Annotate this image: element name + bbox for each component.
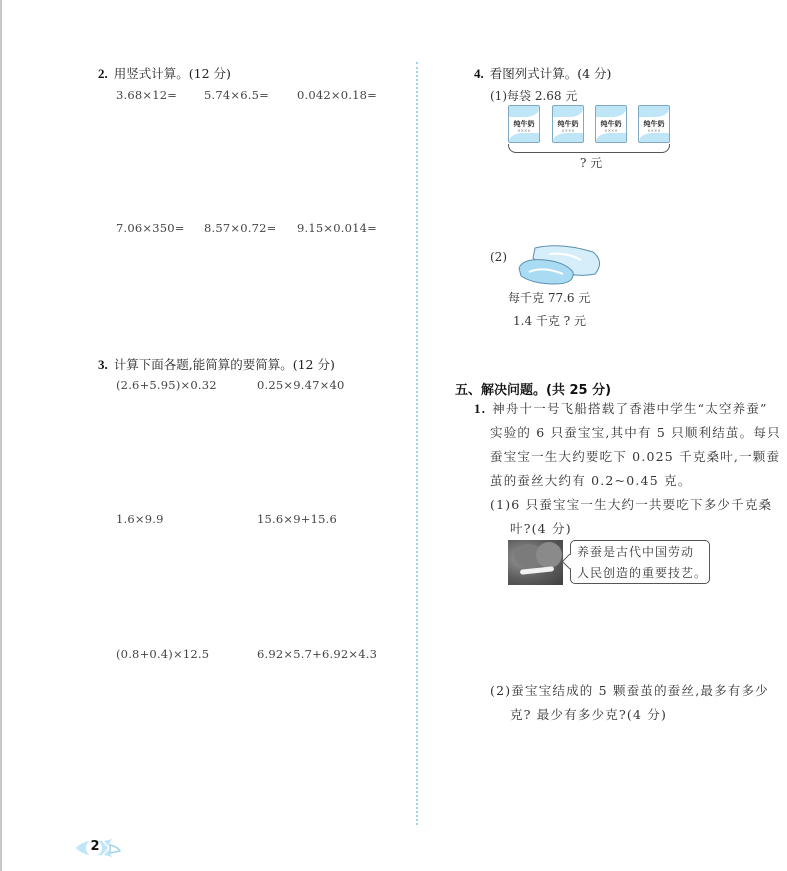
s5-q1-sub1-cont: 叶?(4 分) [510,521,572,536]
s5-q1-number: 1. [474,401,487,416]
q2-expr: 7.06×350= [116,221,185,235]
s5-q1-line [474,397,768,421]
milk-bag-sublabel: ×××× [561,128,575,133]
milk-bag-sublabel: ×××× [647,128,661,133]
q4-part1-label: (1)每袋 2.68 元 [490,89,578,103]
q4-part2-question: 1.4 千克 ? 元 [513,314,586,328]
milk-bag-illustration [638,105,670,143]
q3-expr: 1.6×9.9 [116,512,164,526]
q3-title: 计算下面各题,能简算的要简算。(12 分) [113,357,335,372]
q4-part2-price: 每千克 77.6 元 [508,291,591,305]
q3-number: 3. [98,357,108,372]
q3-expr: (0.8+0.4)×12.5 [116,647,210,661]
total-brace [508,144,670,153]
milk-bag-label: 纯牛奶 [600,120,622,128]
q4-title: 看图列式计算。(4 分) [489,66,612,81]
milk-bag-illustration [595,105,627,143]
s5-q1-line: 实验的 6 只蚕宝宝,其中有 5 只顺利结茧。每只 [490,425,781,440]
q2-title: 用竖式计算。(12 分) [113,66,231,81]
q4-part1-total: ? 元 [580,156,603,170]
q2-heading [98,64,231,82]
page-number: 2 [90,839,100,854]
speech-bubble [570,540,710,584]
q2-expr: 5.74×6.5= [204,88,269,102]
silkworm-photo [508,540,563,585]
q4-number: 4. [474,66,484,81]
q2-expr: 0.042×0.18= [297,88,377,102]
milk-bag-label: 纯牛奶 [513,120,535,128]
q3-expr: 15.6×9+15.6 [257,512,337,526]
milk-bag-illustration [552,105,584,143]
q2-expr: 3.68×12= [116,88,178,102]
column-divider [416,62,418,825]
milk-bag-label: 纯牛奶 [557,120,579,128]
section5-title: 五、解决问题。(共 25 分) [455,383,612,398]
milk-bag-sublabel: ×××× [517,128,531,133]
s5-q1-sub2-cont: 克? 最少有多少克?(4 分) [510,707,668,722]
s5-q1-text: 神舟十一号飞船搭载了香港中学生“太空养蚕” [492,401,768,416]
milk-bag-sublabel: ×××× [604,128,618,133]
q4-heading [474,64,611,82]
s5-q1-line: 茧的蚕丝大约有 0.2~0.45 克。 [490,473,692,488]
q4-part2-label: (2) [490,250,507,264]
s5-q1-sub2: (2)蚕宝宝结成的 5 颗蚕茧的蚕丝,最多有多少 [490,683,769,698]
food-illustration [515,244,605,286]
q2-expr: 8.57×0.72= [204,221,277,235]
q3-heading [98,355,335,373]
milk-bag-illustration [508,105,540,143]
q3-expr: 0.25×9.47×40 [257,378,345,392]
speech-line: 养蚕是古代中国劳动 [577,545,695,559]
q3-expr: 6.92×5.7+6.92×4.3 [257,647,378,661]
s5-q1-sub1: (1)6 只蚕宝宝一生大约一共要吃下多少千克桑 [490,497,773,512]
milk-bag-label: 纯牛奶 [643,120,665,128]
page-edge [0,0,2,871]
q3-expr: (2.6+5.95)×0.32 [116,378,217,392]
speech-line: 人民创造的重要技艺。 [577,566,708,580]
q2-number: 2. [98,66,108,81]
s5-q1-line: 蚕宝宝一生大约要吃下 0.025 千克桑叶,一颗蚕 [490,449,781,464]
q2-expr: 9.15×0.014= [297,221,377,235]
